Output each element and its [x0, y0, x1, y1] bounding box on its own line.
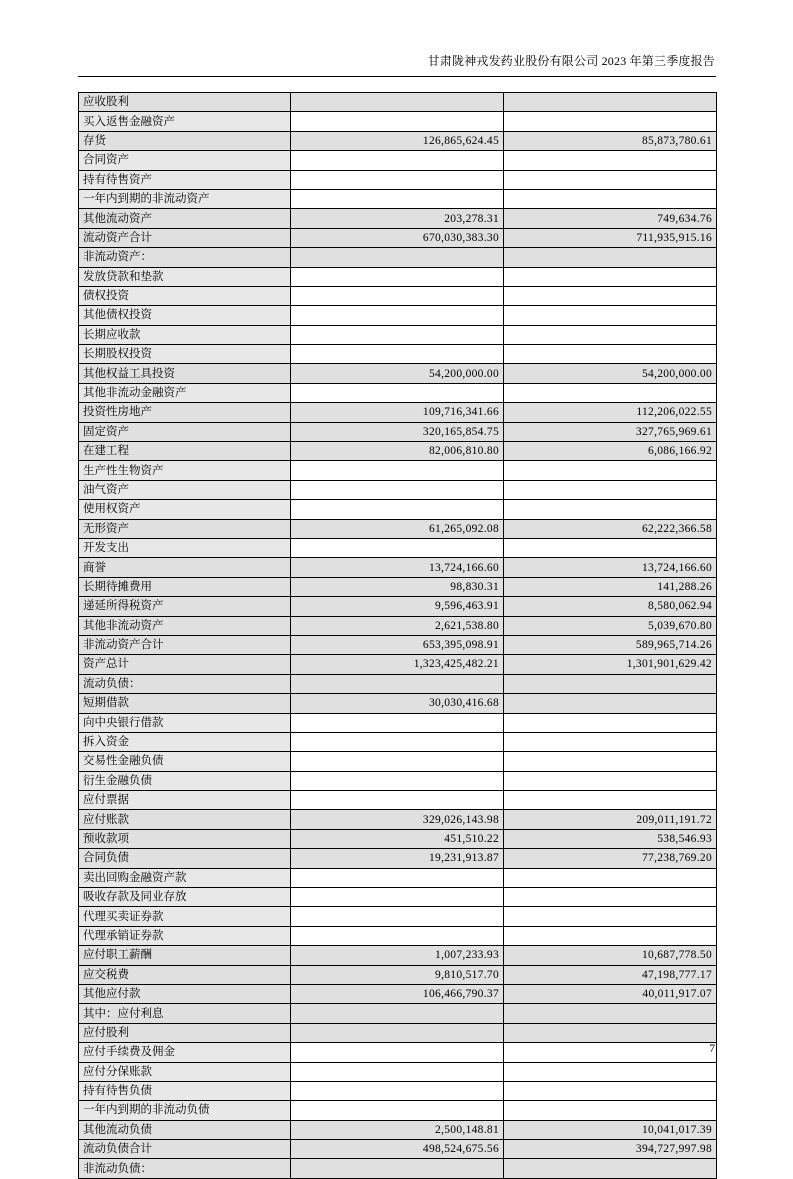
row-value-period-end: 329,026,143.98: [291, 810, 504, 829]
row-value-period-begin: [504, 1004, 717, 1023]
row-value-period-begin: 209,011,191.72: [504, 810, 717, 829]
row-label: 非流动资产：: [79, 248, 291, 267]
table-row: [79, 286, 717, 305]
row-value-period-end: 498,524,675.56: [291, 1140, 504, 1159]
row-value-period-begin: [504, 752, 717, 771]
row-label: 代理承销证券款: [79, 926, 291, 945]
row-value-period-end: [291, 345, 504, 364]
table-row: [79, 1101, 717, 1120]
row-label: 其他债权投资: [79, 306, 291, 325]
row-value-period-end: [291, 1101, 504, 1120]
row-value-period-begin: 749,634.76: [504, 209, 717, 228]
row-value-period-end: 82,006,810.80: [291, 442, 504, 461]
row-value-period-begin: [504, 1023, 717, 1042]
table-row: [79, 732, 717, 751]
row-value-period-end: [291, 713, 504, 732]
row-label: 递延所得税资产: [79, 597, 291, 616]
table-row: [79, 461, 717, 480]
row-value-period-end: 203,278.31: [291, 209, 504, 228]
table-row: [79, 635, 717, 654]
row-label: 一年内到期的非流动资产: [79, 189, 291, 208]
table-row: [79, 965, 717, 984]
row-value-period-begin: [504, 1159, 717, 1178]
row-label: 买入返售金融资产: [79, 112, 291, 131]
row-label: 在建工程: [79, 442, 291, 461]
balance-sheet-table-container: [78, 92, 716, 1179]
row-label: 一年内到期的非流动负债: [79, 1101, 291, 1120]
row-value-period-begin: 141,288.26: [504, 577, 717, 596]
table-row: [79, 616, 717, 635]
row-value-period-begin: [504, 674, 717, 693]
row-value-period-end: [291, 112, 504, 131]
table-row: [79, 946, 717, 965]
row-value-period-end: [291, 771, 504, 790]
table-row: [79, 345, 717, 364]
row-label: 应交税费: [79, 965, 291, 984]
table-row: [79, 248, 717, 267]
table-row: [79, 189, 717, 208]
table-row: [79, 558, 717, 577]
row-value-period-end: [291, 1062, 504, 1081]
table-row: [79, 151, 717, 170]
row-label: 应付股利: [79, 1023, 291, 1042]
table-row: [79, 888, 717, 907]
table-row: [79, 383, 717, 402]
row-value-period-end: [291, 888, 504, 907]
row-value-period-begin: [504, 771, 717, 790]
row-value-period-begin: [504, 151, 717, 170]
row-value-period-end: 126,865,624.45: [291, 131, 504, 150]
row-value-period-begin: [504, 480, 717, 499]
row-value-period-begin: 112,206,022.55: [504, 403, 717, 422]
row-value-period-end: 1,007,233.93: [291, 946, 504, 965]
row-value-period-end: [291, 267, 504, 286]
row-value-period-begin: [504, 345, 717, 364]
table-row: [79, 926, 717, 945]
table-row: [79, 112, 717, 131]
row-label: 固定资产: [79, 422, 291, 441]
row-label: 长期股权投资: [79, 345, 291, 364]
row-value-period-end: 98,830.31: [291, 577, 504, 596]
row-value-period-begin: [504, 868, 717, 887]
row-value-period-begin: [504, 732, 717, 751]
row-label: 非流动负债：: [79, 1159, 291, 1178]
table-row: [79, 325, 717, 344]
row-value-period-begin: [504, 1062, 717, 1081]
row-label: 发放贷款和垫款: [79, 267, 291, 286]
row-value-period-end: [291, 907, 504, 926]
row-value-period-end: [291, 1004, 504, 1023]
row-value-period-begin: 589,965,714.26: [504, 635, 717, 654]
row-label: 存货: [79, 131, 291, 150]
row-label: 应付手续费及佣金: [79, 1043, 291, 1062]
row-label: 商誉: [79, 558, 291, 577]
row-value-period-begin: [504, 907, 717, 926]
table-row: [79, 791, 717, 810]
row-value-period-begin: [504, 694, 717, 713]
table-row: [79, 597, 717, 616]
row-value-period-begin: [504, 926, 717, 945]
row-value-period-end: 61,265,092.08: [291, 519, 504, 538]
table-row: [79, 1062, 717, 1081]
table-row: [79, 93, 717, 112]
table-row: [79, 519, 717, 538]
table-row: [79, 228, 717, 247]
row-label: 其他流动负债: [79, 1120, 291, 1139]
row-value-period-begin: 10,041,017.39: [504, 1120, 717, 1139]
page-number: 7: [709, 1043, 715, 1055]
table-row: [79, 480, 717, 499]
row-label: 交易性金融负债: [79, 752, 291, 771]
row-value-period-end: [291, 325, 504, 344]
page-header: 甘肃陇神戎发药业股份有限公司 2023 年第三季度报告: [427, 54, 715, 68]
row-value-period-begin: [504, 248, 717, 267]
row-value-period-end: [291, 674, 504, 693]
table-row: [79, 655, 717, 674]
table-row: [79, 306, 717, 325]
row-value-period-begin: [504, 461, 717, 480]
row-value-period-begin: 6,086,166.92: [504, 442, 717, 461]
row-label: 应付票据: [79, 791, 291, 810]
row-value-period-end: [291, 791, 504, 810]
row-value-period-begin: [504, 286, 717, 305]
row-value-period-begin: [504, 189, 717, 208]
row-label: 非流动资产合计: [79, 635, 291, 654]
row-value-period-begin: [504, 888, 717, 907]
row-value-period-begin: 711,935,915.16: [504, 228, 717, 247]
row-value-period-end: [291, 868, 504, 887]
row-label: 其他非流动金融资产: [79, 383, 291, 402]
row-label: 其他权益工具投资: [79, 364, 291, 383]
table-row: [79, 131, 717, 150]
row-value-period-end: [291, 383, 504, 402]
table-body: [79, 93, 717, 1179]
row-value-period-end: 2,500,148.81: [291, 1120, 504, 1139]
row-value-period-begin: [504, 713, 717, 732]
row-value-period-end: [291, 248, 504, 267]
row-label: 拆入资金: [79, 732, 291, 751]
table-row: [79, 810, 717, 829]
row-label: 衍生金融负债: [79, 771, 291, 790]
row-value-period-begin: [504, 112, 717, 131]
row-value-period-end: 320,165,854.75: [291, 422, 504, 441]
row-value-period-begin: 40,011,917.07: [504, 984, 717, 1003]
row-label: 应收股利: [79, 93, 291, 112]
table-row: [79, 907, 717, 926]
row-value-period-end: [291, 1023, 504, 1042]
table-row: [79, 422, 717, 441]
row-value-period-begin: 327,765,969.61: [504, 422, 717, 441]
row-value-period-end: 109,716,341.66: [291, 403, 504, 422]
table-row: [79, 170, 717, 189]
table-row: [79, 1004, 717, 1023]
row-value-period-begin: 85,873,780.61: [504, 131, 717, 150]
table-row: [79, 538, 717, 557]
row-label: 其他应付款: [79, 984, 291, 1003]
row-value-period-begin: 13,724,166.60: [504, 558, 717, 577]
row-value-period-end: [291, 93, 504, 112]
row-value-period-begin: [504, 306, 717, 325]
row-value-period-end: [291, 461, 504, 480]
table-row: [79, 1120, 717, 1139]
table-row: [79, 1023, 717, 1042]
row-label: 油气资产: [79, 480, 291, 499]
table-row: [79, 577, 717, 596]
row-label: 无形资产: [79, 519, 291, 538]
row-label: 合同负债: [79, 849, 291, 868]
row-label: 使用权资产: [79, 500, 291, 519]
table-row: [79, 694, 717, 713]
table-row: [79, 1081, 717, 1100]
row-value-period-end: [291, 1081, 504, 1100]
table-row: [79, 442, 717, 461]
row-value-period-end: 13,724,166.60: [291, 558, 504, 577]
row-label: 资产总计: [79, 655, 291, 674]
row-value-period-end: 19,231,913.87: [291, 849, 504, 868]
row-label: 向中央银行借款: [79, 713, 291, 732]
row-value-period-end: [291, 926, 504, 945]
table-row: [79, 209, 717, 228]
row-label: 投资性房地产: [79, 403, 291, 422]
row-value-period-end: [291, 189, 504, 208]
table-row: [79, 267, 717, 286]
row-label: 应付分保账款: [79, 1062, 291, 1081]
row-value-period-end: 653,395,098.91: [291, 635, 504, 654]
row-value-period-begin: 62,222,366.58: [504, 519, 717, 538]
row-label: 流动负债：: [79, 674, 291, 693]
row-value-period-begin: 54,200,000.00: [504, 364, 717, 383]
row-value-period-begin: [504, 325, 717, 344]
row-value-period-end: 106,466,790.37: [291, 984, 504, 1003]
table-row: [79, 868, 717, 887]
row-value-period-begin: [504, 1081, 717, 1100]
row-value-period-end: [291, 1159, 504, 1178]
row-label: 长期待摊费用: [79, 577, 291, 596]
table-row: [79, 849, 717, 868]
row-value-period-begin: [504, 93, 717, 112]
row-label: 吸收存款及同业存放: [79, 888, 291, 907]
row-value-period-end: [291, 732, 504, 751]
header-divider: [78, 76, 716, 77]
row-value-period-end: 670,030,383.30: [291, 228, 504, 247]
row-value-period-begin: 1,301,901,629.42: [504, 655, 717, 674]
row-label: 持有待售负债: [79, 1081, 291, 1100]
row-value-period-begin: [504, 500, 717, 519]
balance-sheet-table: [78, 92, 717, 1179]
row-value-period-begin: 5,039,670.80: [504, 616, 717, 635]
row-value-period-begin: 538,546.93: [504, 829, 717, 848]
row-label: 流动负债合计: [79, 1140, 291, 1159]
row-value-period-begin: [504, 1101, 717, 1120]
row-value-period-end: 9,810,517.70: [291, 965, 504, 984]
row-label: 卖出回购金融资产款: [79, 868, 291, 887]
row-value-period-end: [291, 286, 504, 305]
row-value-period-end: 30,030,416.68: [291, 694, 504, 713]
row-value-period-begin: [504, 383, 717, 402]
row-value-period-end: 9,596,463.91: [291, 597, 504, 616]
row-value-period-begin: [504, 170, 717, 189]
row-label: 其中：应付利息: [79, 1004, 291, 1023]
row-label: 债权投资: [79, 286, 291, 305]
row-label: 应付职工薪酬: [79, 946, 291, 965]
row-label: 应付账款: [79, 810, 291, 829]
row-label: 合同资产: [79, 151, 291, 170]
row-value-period-begin: 47,198,777.17: [504, 965, 717, 984]
row-value-period-end: [291, 170, 504, 189]
row-label: 长期应收款: [79, 325, 291, 344]
row-value-period-end: [291, 538, 504, 557]
row-value-period-begin: [504, 267, 717, 286]
row-label: 生产性生物资产: [79, 461, 291, 480]
table-row: [79, 674, 717, 693]
row-value-period-begin: 77,238,769.20: [504, 849, 717, 868]
table-row: [79, 984, 717, 1003]
table-row: [79, 713, 717, 732]
row-value-period-begin: 10,687,778.50: [504, 946, 717, 965]
row-label: 预收款项: [79, 829, 291, 848]
row-value-period-end: [291, 480, 504, 499]
row-value-period-end: 451,510.22: [291, 829, 504, 848]
row-label: 代理买卖证券款: [79, 907, 291, 926]
row-value-period-begin: 394,727,997.98: [504, 1140, 717, 1159]
row-value-period-end: 1,323,425,482.21: [291, 655, 504, 674]
row-value-period-end: [291, 151, 504, 170]
row-value-period-end: [291, 500, 504, 519]
table-row: [79, 1140, 717, 1159]
row-label: 其他流动资产: [79, 209, 291, 228]
row-value-period-end: [291, 752, 504, 771]
table-row: [79, 500, 717, 519]
table-row: [79, 403, 717, 422]
table-row: [79, 364, 717, 383]
row-label: 其他非流动资产: [79, 616, 291, 635]
table-row: [79, 752, 717, 771]
row-value-period-end: [291, 306, 504, 325]
table-row: [79, 1159, 717, 1178]
row-label: 流动资产合计: [79, 228, 291, 247]
row-value-period-end: 2,621,538.80: [291, 616, 504, 635]
row-value-period-end: 54,200,000.00: [291, 364, 504, 383]
row-label: 开发支出: [79, 538, 291, 557]
table-row: [79, 829, 717, 848]
row-value-period-begin: [504, 538, 717, 557]
row-value-period-begin: [504, 791, 717, 810]
row-label: 短期借款: [79, 694, 291, 713]
row-label: 持有待售资产: [79, 170, 291, 189]
table-row: [79, 771, 717, 790]
row-value-period-begin: 8,580,062.94: [504, 597, 717, 616]
